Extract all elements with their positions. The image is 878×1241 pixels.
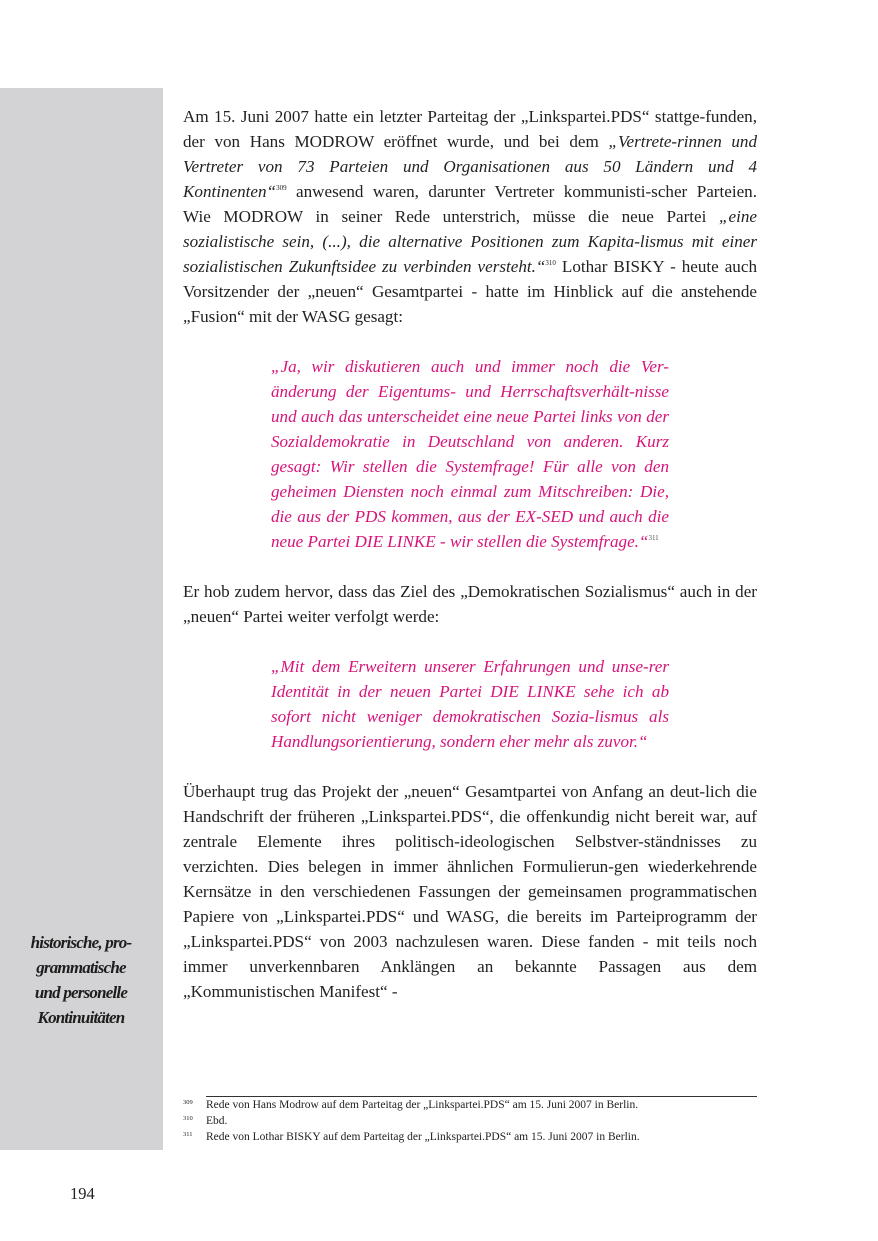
margin-note-line: Kontinuitäten [37,1008,125,1027]
paragraph-2: Er hob zudem hervor, dass das Ziel des „Demokratischen Sozialismus“ auch in der „neuen“ Partei weiter verfolgt werde: [183,582,757,626]
margin-note [6,930,156,1030]
paragraph-3: Überhaupt trug das Projekt der „neuen“ Gesamtpartei von Anfang an deut-lich die Handschrift der früheren „Linkspartei.PDS“, die offenkundig nicht bereit war, auf zentrale Elemente ihres politisch-ideologischen Selbstver-ständnisses zu verzichten. Dies belegen in immer ähnlichen Formulierun-gen wiederkehrende Kernsätze in den verschiedenen Fassungen der gemeinsamen programmatischen Papiere von „Linkspartei.PDS“ und WASG, die bereits im Parteiprogramm der „Linkspartei.PDS“ von 2003 nachzulesen waren. Diese fanden - mit teils noch immer unverkennbaren Anklängen an bekannte Passagen aus dem „Kommunistischen Manifest“ - [183,782,757,1001]
p1-quote-1: „Vertrete-rinnen und Vertreter von 73 Parteien und Organisationen aus 50 Ländern und 4 Kontinenten“ [183,132,758,201]
margin-note-line: historische, pro- [30,933,132,952]
p1-text-3: Lothar BISKY - heute auch Vorsitzender der „neuen“ Gesamtpartei - hatte im Hinblick auf die anstehende „Fusion“ mit der WASG gesagt: [183,257,757,326]
footnotes [183,1097,757,1145]
blockquote-bisky [271,354,669,554]
blockquote-identity: „Mit dem Erweitern unserer Erfahrungen und unse-rer Identität in der neuen Partei DIE LINKE sehe ich ab sofort nicht weniger demokratischen Sozia-lismus als Handlungsorientierung, sondern eher mehr als zuvor.“ [271,657,669,751]
margin-note-line: und personelle [34,983,128,1002]
footnote-number: 310 [183,1115,193,1122]
p1-quote-2: „eine sozialistische sein, (...), die alternative Positionen zum Kapita-lismus mit einer sozialistischen Zukunftsidee zu verbinden versteht.“ [183,207,757,276]
main-text [183,104,757,1004]
footnote-ref-310[interactable]: 310 [545,259,556,267]
page-number: 194 [70,1184,95,1203]
p1-text-1: Am 15. Juni 2007 hatte ein letzter Parteitag der „Linkspartei.PDS“ stattge-funden, der von Hans MODROW eröffnet wurde, und bei dem [183,107,757,151]
footnote-item [183,1097,757,1113]
footnote-text: Ebd. [206,1115,228,1127]
quote1-text: „Ja, wir diskutieren auch und immer noch die Ver-änderung der Eigentums- und Herrschaftsverhält-nisse und auch das unterscheidet eine neue Partei links von der Sozialdemokratie in Deutschland von anderen. Kurz gesagt: Wir stellen die Systemfrage! Für alle von den geheimen Diensten noch einmal zum Mitschreiben: Die, die aus der PDS kommen, aus der EX-SED und auch die neue Partei DIE LINKE - wir stellen die Systemfrage.“ [271,357,669,551]
footnote-number: 309 [183,1099,193,1106]
footnote-ref-311[interactable]: 311 [648,534,659,542]
footnote-number: 311 [183,1131,193,1138]
footnote-ref-309[interactable]: 309 [276,184,287,192]
p1-text-2: anwesend waren, darunter Vertreter kommunisti-scher Parteien. Wie MODROW in seiner Rede unterstrich, müsse die neue Partei [183,182,757,226]
footnote-item [183,1129,757,1145]
footnote-item [183,1113,757,1129]
footnote-text: Rede von Lothar BISKY auf dem Parteitag der „Linkspartei.PDS“ am 15. Juni 2007 in Berlin. [206,1131,640,1143]
footnote-text: Rede von Hans Modrow auf dem Parteitag der „Linkspartei.PDS“ am 15. Juni 2007 in Berlin. [206,1099,639,1111]
margin-note-line: grammatische [36,958,126,977]
paragraph-1 [183,104,757,329]
